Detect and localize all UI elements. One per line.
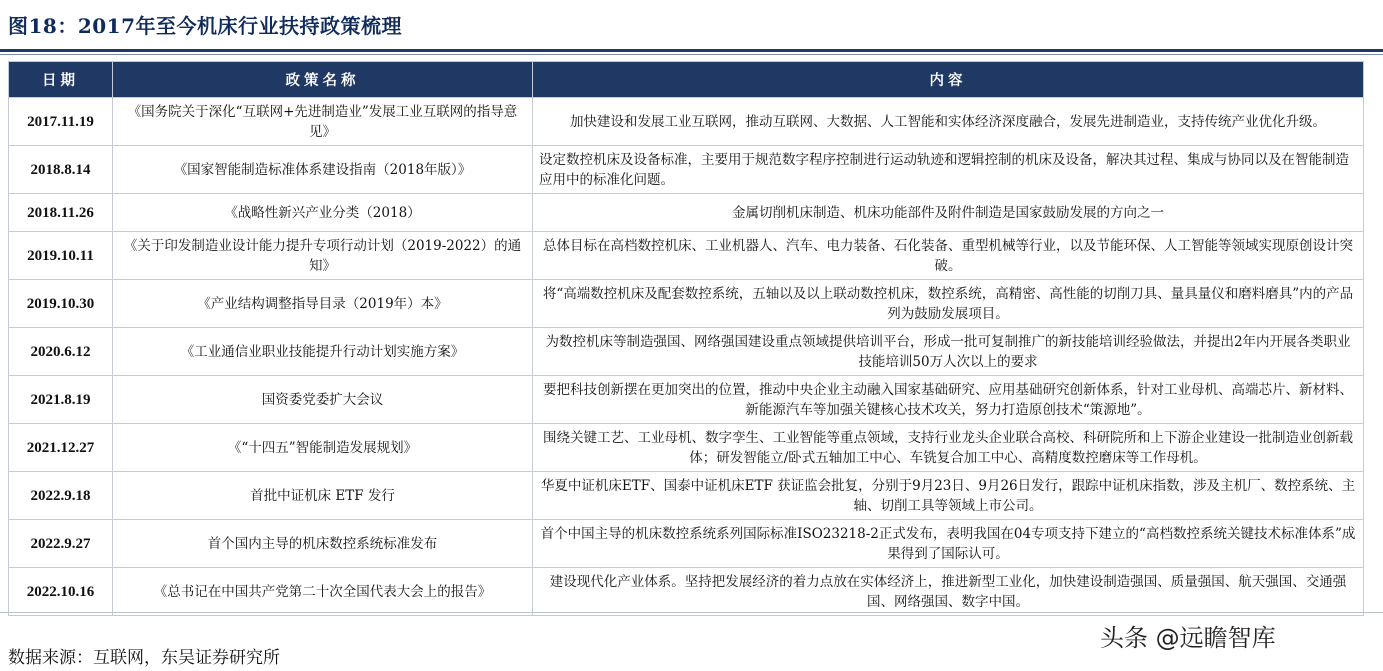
row-content: 首个中国主导的机床数控系统系列国际标准ISO23218-2正式发布，表明我国在04专项支持下建立的“高档数控系统关键技术标准体系”成果得到了国际认可。 xyxy=(533,520,1364,568)
row-content: 总体目标在高档数控机床、工业机器人、汽车、电力装备、石化装备、重型机械等行业，以及节能环保、人工智能等领域实现原创设计突破。 xyxy=(533,232,1364,280)
source-note: 数据来源：互联网，东吴证券研究所 xyxy=(8,648,280,668)
row-content: 加快建设和发展工业互联网，推动互联网、大数据、人工智能和实体经济深度融合，发展先进制造业，支持传统产业优化升级。 xyxy=(533,98,1364,146)
row-policy-name: 《国务院关于深化“互联网+先进制造业”发展工业互联网的指导意见》 xyxy=(113,98,533,146)
row-content: 设定数控机床及设备标准，主要用于规范数字程序控制进行运动轨迹和逻辑控制的机床及设备，解决其过程、集成与协同以及在智能制造应用中的标准化问题。 xyxy=(533,146,1364,194)
row-content: 要把科技创新摆在更加突出的位置，推动中央企业主动融入国家基础研究、应用基础研究创新体系，针对工业母机、高端芯片、新材料、新能源汽车等加强关键核心技术攻关，努力打造原创技术“策源地”。 xyxy=(533,376,1364,424)
row-date: 2017.11.19 xyxy=(9,98,113,146)
table-header-row xyxy=(9,62,1364,98)
row-content: 将“高端数控机床及配套数控系统，五轴以及以上联动数控机床，数控系统，高精密、高性能的切削刀具、量具量仪和磨料磨具”内的产品列为鼓励发展项目。 xyxy=(533,280,1364,328)
title-rule xyxy=(0,49,1383,52)
row-policy-name: 首个国内主导的机床数控系统标准发布 xyxy=(113,520,533,568)
figure-title: 图18：2017年至今机床行业扶持政策梳理 xyxy=(8,14,402,38)
row-policy-name: 《工业通信业职业技能提升行动计划实施方案》 xyxy=(113,328,533,376)
watermark: 头条 @远瞻智库 xyxy=(1100,624,1276,652)
table-row xyxy=(9,98,1364,146)
row-policy-name: 首批中证机床 ETF 发行 xyxy=(113,472,533,520)
row-policy-name: 《“十四五”智能制造发展规划》 xyxy=(113,424,533,472)
row-date: 2022.9.27 xyxy=(9,520,113,568)
header-policy-name: 政策名称 xyxy=(113,62,533,98)
table-row xyxy=(9,280,1364,328)
title-rule-thin xyxy=(0,54,1383,55)
table-row xyxy=(9,424,1364,472)
policy-table xyxy=(8,61,1364,616)
row-content: 建设现代化产业体系。坚持把发展经济的着力点放在实体经济上，推进新型工业化，加快建设制造强国、质量强国、航天强国、交通强国、网络强国、数字中国。 xyxy=(533,568,1364,616)
row-date: 2020.6.12 xyxy=(9,328,113,376)
row-date: 2021.8.19 xyxy=(9,376,113,424)
table-row xyxy=(9,568,1364,616)
row-policy-name: 《战略性新兴产业分类（2018） xyxy=(113,194,533,232)
row-policy-name: 《产业结构调整指导目录（2019年）本》 xyxy=(113,280,533,328)
row-date: 2022.10.16 xyxy=(9,568,113,616)
row-date: 2019.10.30 xyxy=(9,280,113,328)
row-content: 华夏中证机床ETF、国泰中证机床ETF 获证监会批复，分别于9月23日、9月26日发行，跟踪中证机床指数，涉及主机厂、数控系统、主轴、切削工具等领域上市公司。 xyxy=(533,472,1364,520)
row-policy-name: 《总书记在中国共产党第二十次全国代表大会上的报告》 xyxy=(113,568,533,616)
table-row xyxy=(9,328,1364,376)
table-row xyxy=(9,232,1364,280)
row-content: 为数控机床等制造强国、网络强国建设重点领域提供培训平台，形成一批可复制推广的新技能培训经验做法，并提出2年内开展各类职业技能培训50万人次以上的要求 xyxy=(533,328,1364,376)
row-date: 2018.8.14 xyxy=(9,146,113,194)
header-content: 内容 xyxy=(533,62,1364,98)
table-row xyxy=(9,376,1364,424)
table-row xyxy=(9,194,1364,232)
table-row xyxy=(9,520,1364,568)
row-date: 2022.9.18 xyxy=(9,472,113,520)
table-row xyxy=(9,472,1364,520)
row-policy-name: 《关于印发制造业设计能力提升专项行动计划（2019-2022）的通知》 xyxy=(113,232,533,280)
row-date: 2021.12.27 xyxy=(9,424,113,472)
header-date: 日期 xyxy=(9,62,113,98)
row-content: 围绕关键工艺、工业母机、数字孪生、工业智能等重点领域，支持行业龙头企业联合高校、科研院所和上下游企业建设一批制造业创新载体；研发智能立/卧式五轴加工中心、车铣复合加工中心、高精度数控磨床等工作母机。 xyxy=(533,424,1364,472)
bottom-rule xyxy=(0,612,1383,613)
row-date: 2019.10.11 xyxy=(9,232,113,280)
row-policy-name: 《国家智能制造标准体系建设指南（2018年版）》 xyxy=(113,146,533,194)
row-date: 2018.11.26 xyxy=(9,194,113,232)
row-content: 金属切削机床制造、机床功能部件及附件制造是国家鼓励发展的方向之一 xyxy=(533,194,1364,232)
table-row xyxy=(9,146,1364,194)
row-policy-name: 国资委党委扩大会议 xyxy=(113,376,533,424)
